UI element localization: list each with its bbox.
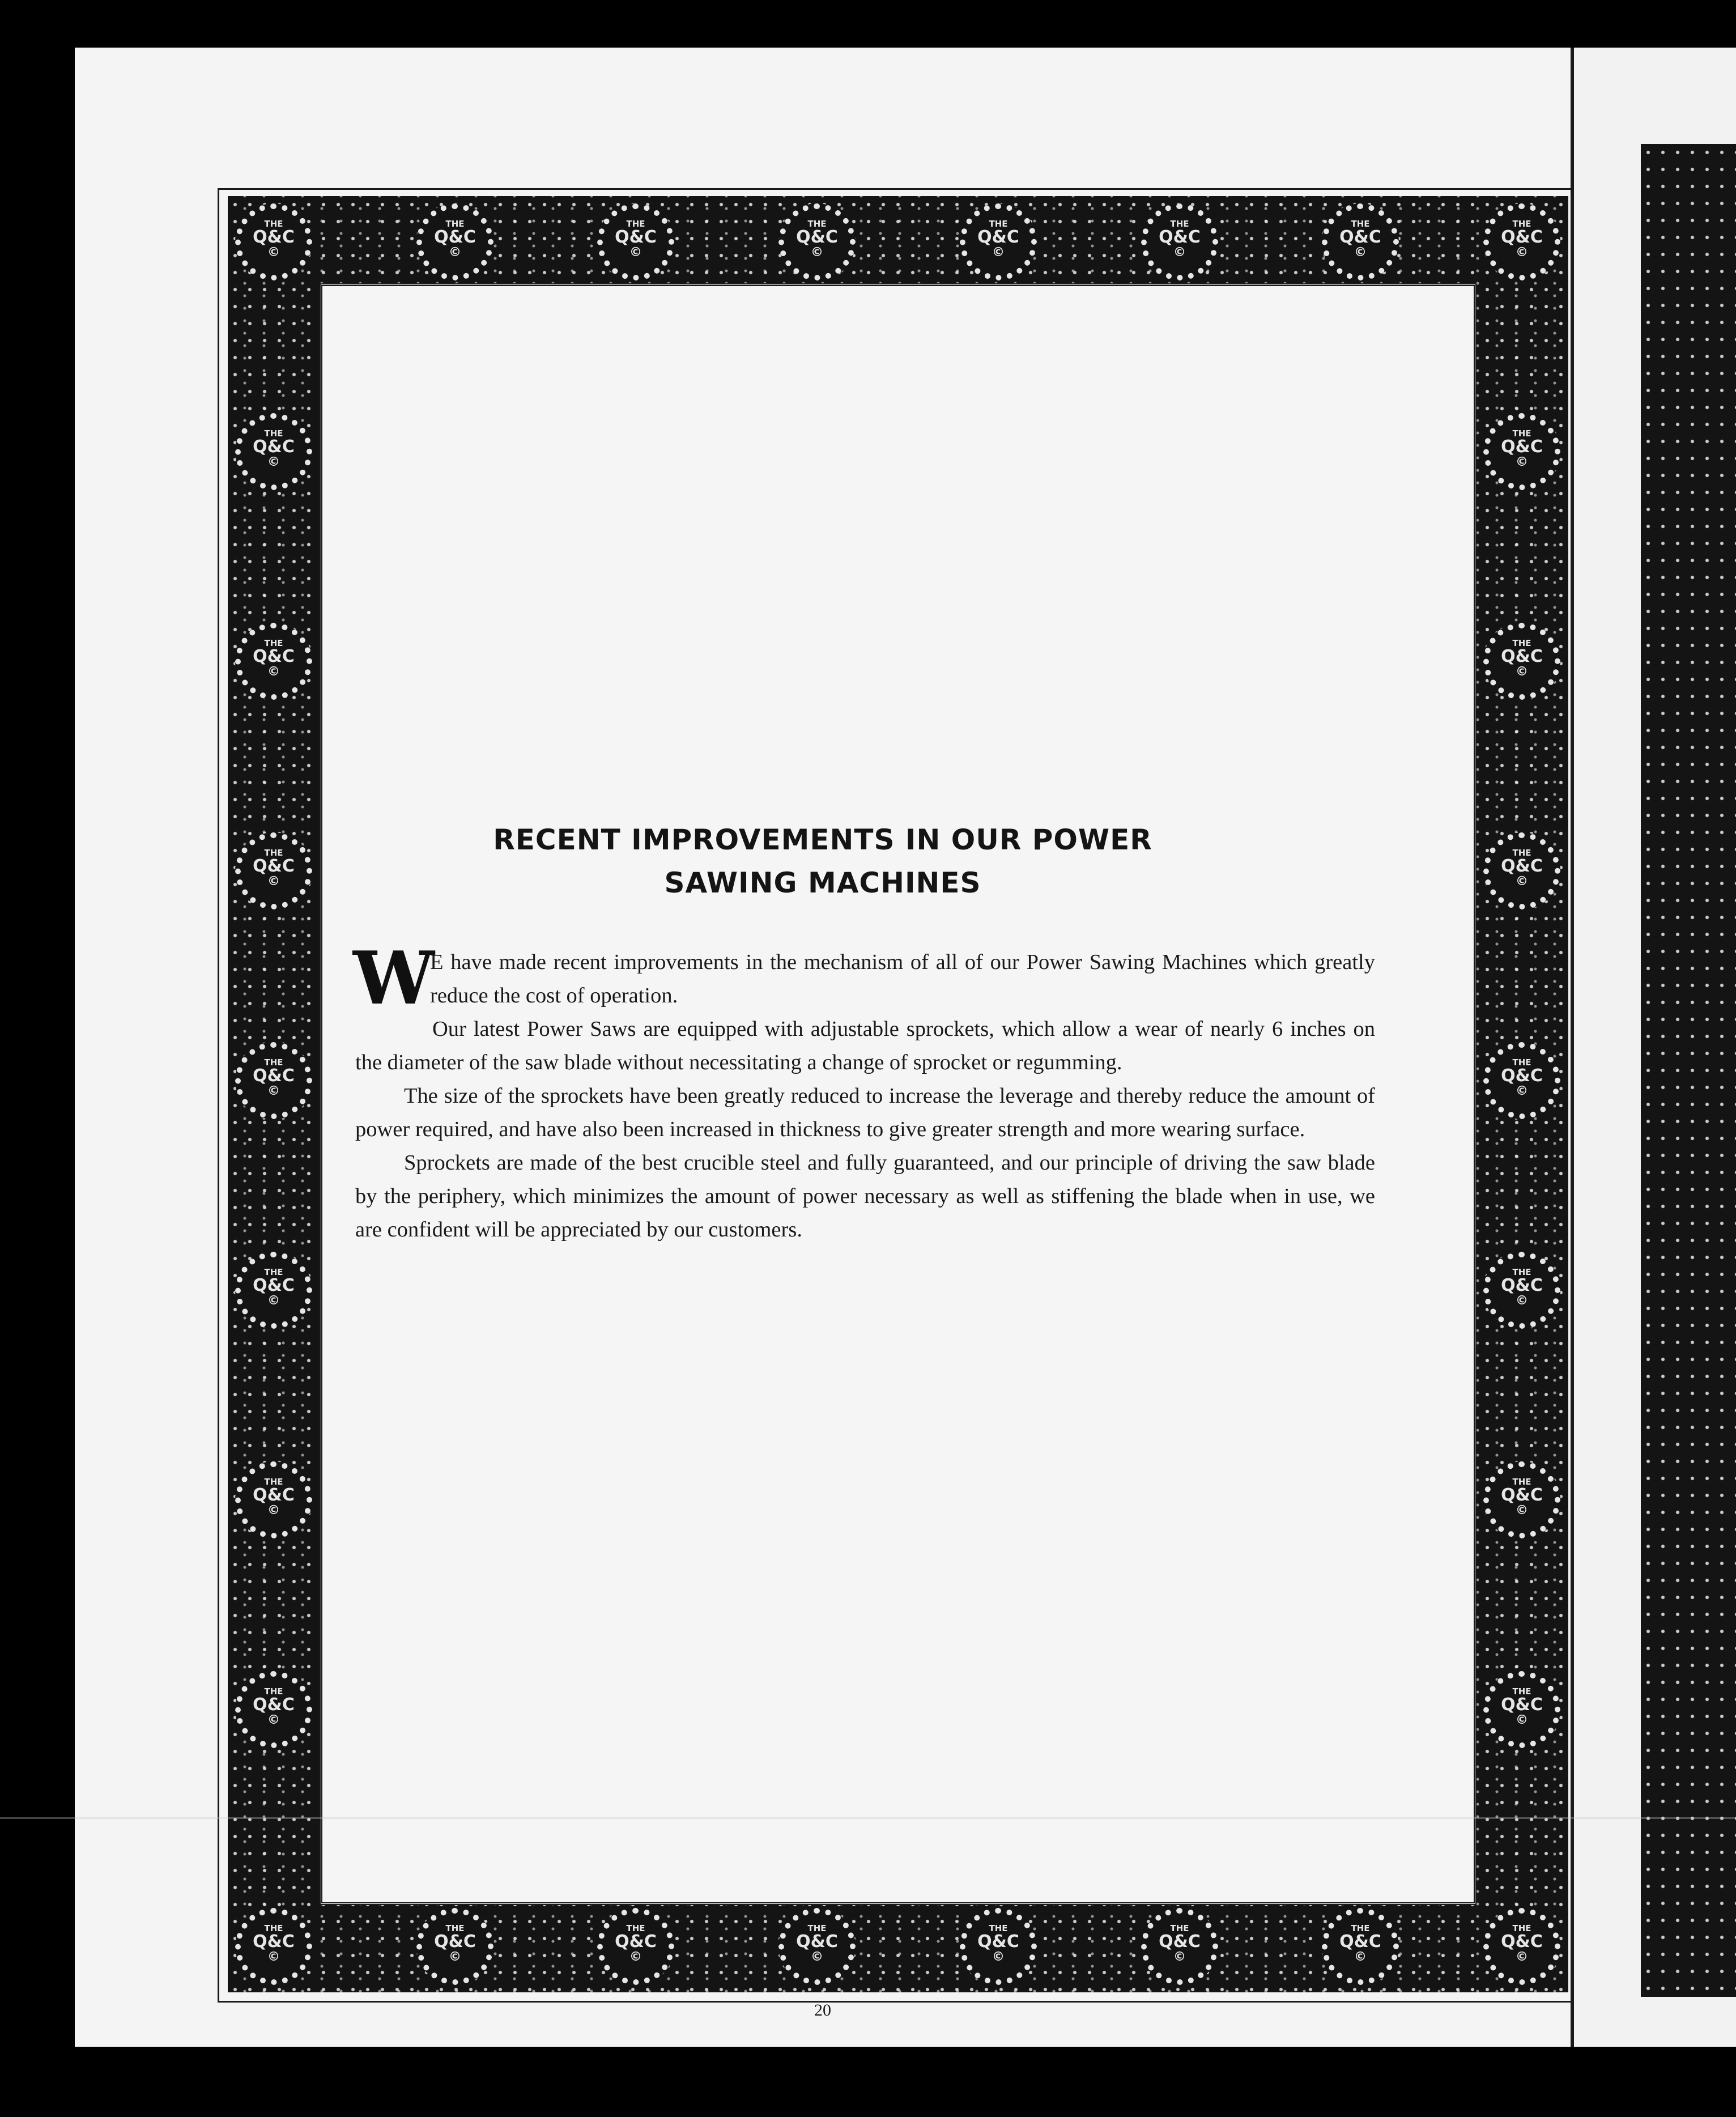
title-line-2: SAWING MACHINES	[664, 866, 981, 899]
medallion-c-label: ©	[267, 1084, 280, 1098]
medallion-c-label: ©	[1516, 1713, 1528, 1727]
medallion-the-label: THE	[626, 219, 645, 229]
paragraph-2: Our latest Power Saws are equipped with adjustable sprockets, which allow a wear of nearly 6 inches on the diameter of the saw blade without necessitating a change of sprocket or regumming.	[355, 1017, 1375, 1074]
medallion-qc-label: Q&C	[253, 647, 295, 666]
wreath-medallion-icon	[416, 203, 493, 280]
medallion-the-label: THE	[1170, 1923, 1189, 1933]
wreath-medallion-icon	[235, 1908, 312, 1985]
medallion-c-label: ©	[267, 874, 280, 889]
wreath-medallion-icon	[235, 413, 312, 490]
medallion-c-label: ©	[992, 1950, 1005, 1964]
medallion-c-label: ©	[267, 1950, 280, 1964]
wreath-medallion-icon	[960, 203, 1037, 280]
medallion-the-label: THE	[1512, 638, 1531, 648]
medallion-the-label: THE	[1170, 219, 1189, 229]
adjacent-border-strip	[1641, 144, 1736, 1997]
medallion-the-label: THE	[445, 1923, 465, 1933]
medallion-qc-label: Q&C	[253, 1276, 295, 1295]
medallion-c-label: ©	[1516, 1950, 1528, 1964]
paragraph-3: The size of the sprockets have been greatly reduced to increase the leverage and thereby reduce the amount of power required, and have also been increased in thickness to give greater strength and more wearing surface.	[355, 1084, 1375, 1141]
medallion-the-label: THE	[264, 1923, 283, 1933]
medallion-the-label: THE	[1512, 1267, 1531, 1277]
medallion-c-label: ©	[1354, 1950, 1367, 1964]
medallion-the-label: THE	[1512, 428, 1531, 439]
medallion-c-label: ©	[629, 1950, 642, 1964]
paragraph-1	[353, 936, 1375, 1021]
page-number: 20	[814, 2001, 831, 2020]
wreath-medallion-icon	[778, 1908, 856, 1985]
wreath-medallion-icon	[1483, 1461, 1560, 1538]
wreath-medallion-icon	[1483, 1908, 1560, 1985]
medallion-c-label: ©	[267, 665, 280, 679]
medallion-the-label: THE	[1512, 1686, 1531, 1697]
medallion-c-label: ©	[267, 1294, 280, 1308]
medallion-qc-label: Q&C	[1501, 1066, 1543, 1086]
medallion-c-label: ©	[1516, 874, 1528, 889]
wreath-medallion-icon	[778, 203, 856, 280]
medallion-qc-label: Q&C	[1501, 1276, 1543, 1295]
medallion-qc-label: Q&C	[253, 1066, 295, 1086]
medallion-c-label: ©	[811, 1950, 823, 1964]
wreath-medallion-icon	[235, 1461, 312, 1538]
medallion-c-label: ©	[1173, 1950, 1186, 1964]
medallion-qc-label: Q&C	[434, 1932, 476, 1952]
medallion-qc-label: Q&C	[1501, 227, 1543, 247]
medallion-qc-label: Q&C	[1501, 437, 1543, 457]
medallion-qc-label: Q&C	[253, 437, 295, 457]
medallion-c-label: ©	[1173, 245, 1186, 260]
medallion-c-label: ©	[1516, 1503, 1528, 1517]
medallion-qc-label: Q&C	[1501, 1932, 1543, 1952]
wreath-medallion-icon	[235, 1671, 312, 1748]
wreath-medallion-icon	[235, 203, 312, 280]
medallion-c-label: ©	[1516, 665, 1528, 679]
medallion-qc-label: Q&C	[1339, 1932, 1381, 1952]
medallion-c-label: ©	[1354, 245, 1367, 260]
medallion-the-label: THE	[1512, 848, 1531, 858]
medallion-qc-label: Q&C	[253, 1485, 295, 1505]
medallion-qc-label: Q&C	[253, 856, 295, 876]
wreath-medallion-icon	[235, 1042, 312, 1119]
medallion-qc-label: Q&C	[253, 227, 295, 247]
medallion-qc-label: Q&C	[977, 227, 1019, 247]
medallion-qc-label: Q&C	[1501, 1485, 1543, 1505]
medallion-qc-label: Q&C	[1159, 227, 1201, 247]
medallion-the-label: THE	[445, 219, 465, 229]
medallion-the-label: THE	[1351, 1923, 1370, 1933]
medallion-the-label: THE	[989, 1923, 1008, 1933]
wreath-medallion-icon	[1483, 1671, 1560, 1748]
scan-artifact-line	[0, 1817, 1736, 1819]
wreath-medallion-icon	[1483, 1252, 1560, 1329]
medallion-the-label: THE	[264, 1686, 283, 1697]
medallion-qc-label: Q&C	[1159, 1932, 1201, 1952]
medallion-the-label: THE	[807, 219, 827, 229]
medallion-c-label: ©	[267, 245, 280, 260]
medallion-qc-label: Q&C	[253, 1932, 295, 1952]
wreath-medallion-icon	[1141, 1908, 1218, 1985]
medallion-c-label: ©	[1516, 455, 1528, 469]
medallion-the-label: THE	[1512, 1923, 1531, 1933]
wreath-medallion-icon	[1483, 203, 1560, 280]
medallion-qc-label: Q&C	[615, 227, 657, 247]
medallion-c-label: ©	[811, 245, 823, 260]
wreath-medallion-icon	[1322, 203, 1399, 280]
medallion-c-label: ©	[1516, 1084, 1528, 1098]
medallion-c-label: ©	[267, 1503, 280, 1517]
medallion-the-label: THE	[264, 1057, 283, 1068]
title-line-1: RECENT IMPROVEMENTS IN OUR POWER	[493, 823, 1152, 856]
page-title	[75, 818, 1571, 904]
wreath-medallion-icon	[235, 623, 312, 700]
wreath-medallion-icon	[1483, 413, 1560, 490]
medallion-qc-label: Q&C	[1501, 1695, 1543, 1715]
medallion-the-label: THE	[1512, 1477, 1531, 1487]
wreath-medallion-icon	[1322, 1908, 1399, 1985]
medallion-qc-label: Q&C	[1501, 647, 1543, 666]
adjacent-page-edge	[1574, 48, 1736, 2047]
medallion-the-label: THE	[264, 219, 283, 229]
medallion-the-label: THE	[989, 219, 1008, 229]
medallion-c-label: ©	[992, 245, 1005, 260]
medallion-qc-label: Q&C	[615, 1932, 657, 1952]
medallion-qc-label: Q&C	[796, 227, 838, 247]
drop-cap: W	[353, 936, 435, 1021]
medallion-the-label: THE	[264, 638, 283, 648]
medallion-qc-label: Q&C	[434, 227, 476, 247]
article-body	[353, 936, 1375, 1247]
medallion-the-label: THE	[1512, 219, 1531, 229]
wreath-medallion-icon	[235, 1252, 312, 1329]
medallion-qc-label: Q&C	[1339, 227, 1381, 247]
wreath-medallion-icon	[1141, 203, 1218, 280]
medallion-qc-label: Q&C	[977, 1932, 1019, 1952]
medallion-c-label: ©	[449, 245, 461, 260]
wreath-medallion-icon	[1483, 623, 1560, 700]
wreath-medallion-icon	[960, 1908, 1037, 1985]
medallion-c-label: ©	[449, 1950, 461, 1964]
paragraph-1-text: E have made recent improvements in the mechanism of all of our Power Sawing Machines which greatly reduce the cost of operation.	[430, 950, 1375, 1008]
medallion-qc-label: Q&C	[253, 1695, 295, 1715]
wreath-medallion-icon	[1483, 1042, 1560, 1119]
medallion-c-label: ©	[267, 455, 280, 469]
medallion-c-label: ©	[1516, 1294, 1528, 1308]
medallion-qc-label: Q&C	[796, 1932, 838, 1952]
medallion-the-label: THE	[264, 1477, 283, 1487]
wreath-medallion-icon	[597, 203, 674, 280]
medallion-the-label: THE	[264, 428, 283, 439]
medallion-the-label: THE	[1512, 1057, 1531, 1068]
medallion-qc-label: Q&C	[1501, 856, 1543, 876]
medallion-the-label: THE	[1351, 219, 1370, 229]
wreath-medallion-icon	[597, 1908, 674, 1985]
medallion-c-label: ©	[267, 1713, 280, 1727]
scanned-page	[75, 48, 1571, 2047]
medallion-the-label: THE	[626, 1923, 645, 1933]
medallion-the-label: THE	[807, 1923, 827, 1933]
paragraph-4: Sprockets are made of the best crucible steel and fully guaranteed, and our principle of driving the saw blade by the periphery, which minimizes the amount of power necessary as well as stiffening the blade when in use, we are confident will be appreciated by our customers.	[355, 1151, 1375, 1242]
wreath-medallion-icon	[416, 1908, 493, 1985]
medallion-c-label: ©	[629, 245, 642, 260]
medallion-the-label: THE	[264, 1267, 283, 1277]
medallion-the-label: THE	[264, 848, 283, 858]
medallion-c-label: ©	[1516, 245, 1528, 260]
